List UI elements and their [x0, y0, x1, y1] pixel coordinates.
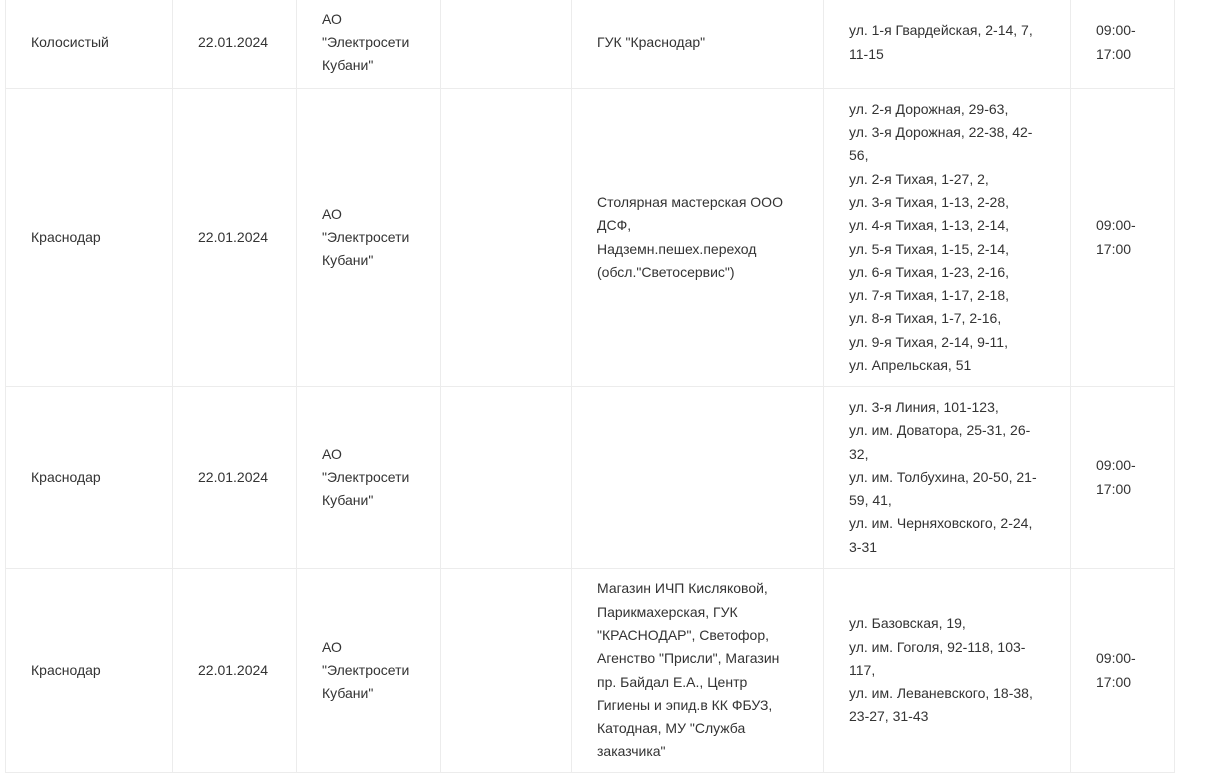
cell-consumers	[572, 0, 824, 89]
cell-streets-line: 117,	[849, 661, 876, 678]
cell-network-operator-line: АО	[322, 205, 342, 222]
cell-network-operator	[297, 387, 441, 569]
cell-network-operator-line: Кубани"	[322, 685, 374, 702]
cell-network-operator	[297, 569, 441, 773]
cell-time-line: 17:00	[1096, 673, 1132, 690]
cell-streets-line: ул. им. Доватора, 25-31, 26-	[849, 422, 1031, 439]
cell-date: 22.01.2024	[173, 0, 297, 89]
table-row	[6, 0, 1175, 89]
cell-streets-line: ул. 3-я Тихая, 1-13, 2-28,	[849, 193, 1010, 210]
cell-time-line: 09:00-	[1096, 650, 1136, 667]
cell-date: 22.01.2024	[173, 387, 297, 569]
table-row	[6, 387, 1175, 569]
cell-network-operator	[297, 0, 441, 89]
cell-network-operator-line: Кубани"	[322, 252, 374, 269]
cell-streets-line: 11-15	[849, 45, 884, 62]
cell-consumers-line: заказчика"	[597, 743, 666, 760]
cell-streets-line: ул. им. Гоголя, 92-118, 103-	[849, 638, 1026, 655]
cell-consumers	[572, 89, 824, 387]
cell-consumers-line: ГУК "Краснодар"	[597, 33, 706, 50]
cell-date: 22.01.2024	[173, 569, 297, 773]
cell-streets-line: ул. 7-я Тихая, 1-17, 2-18,	[849, 287, 1010, 304]
cell-streets-line: ул. 8-я Тихая, 1-7, 2-16,	[849, 310, 1002, 327]
cell-streets	[824, 387, 1071, 569]
cell-streets-line: ул. Апрельская, 51	[849, 356, 972, 373]
cell-streets-line: 3-31	[849, 538, 878, 555]
cell-consumers-line: Катодная, МУ "Служба	[597, 720, 746, 737]
cell-time	[1071, 569, 1175, 773]
cell-network-operator-line: "Электросети	[322, 661, 410, 678]
cell-streets-line: ул. 6-я Тихая, 1-23, 2-16,	[849, 263, 1010, 280]
cell-time-line: 09:00-	[1096, 217, 1136, 234]
cell-streets	[824, 0, 1071, 89]
cell-streets-line: ул. 4-я Тихая, 1-13, 2-14,	[849, 217, 1010, 234]
cell-time-line: 09:00-	[1096, 457, 1136, 474]
cell-consumers-line: ДСФ,	[597, 217, 632, 234]
cell-consumers-line: Магазин ИЧП Кисляковой,	[597, 580, 768, 597]
cell-streets-line: ул. 5-я Тихая, 1-15, 2-14,	[849, 240, 1010, 257]
cell-streets-line: ул. Базовская, 19,	[849, 615, 966, 632]
cell-consumers	[572, 387, 824, 569]
cell-network-operator-line: "Электросети	[322, 33, 410, 50]
cell-locality: Краснодар	[6, 387, 173, 569]
cell-consumers-line: Надземн.пешех.переход	[597, 240, 757, 257]
cell-locality: Краснодар	[6, 89, 173, 387]
cell-consumers-line: пр. Байдал Е.А., Центр	[597, 673, 748, 690]
cell-streets-line: ул. 2-я Тихая, 1-27, 2,	[849, 170, 989, 187]
cell-streets-line: ул. 9-я Тихая, 2-14, 9-11,	[849, 333, 1008, 350]
cell-time	[1071, 89, 1175, 387]
cell-network-operator-line: "Электросети	[322, 228, 410, 245]
cell-consumers-line: "КРАСНОДАР", Светофор,	[597, 626, 769, 643]
cell-streets-line: ул. 3-я Линия, 101-123,	[849, 398, 999, 415]
cell-network-operator-line: АО	[322, 638, 342, 655]
cell-streets	[824, 89, 1071, 387]
cell-streets-line: ул. им. Толбухина, 20-50, 21-	[849, 468, 1037, 485]
cell-streets	[824, 569, 1071, 773]
cell-network-operator-line: АО	[322, 10, 342, 27]
cell-network-operator-line: АО	[322, 445, 342, 462]
outages-table	[5, 0, 1175, 773]
cell-streets-line: 59, 41,	[849, 492, 892, 509]
cell-time-line: 17:00	[1096, 45, 1132, 62]
cell-network-operator-line: "Электросети	[322, 468, 410, 485]
table-row	[6, 89, 1175, 387]
cell-locality: Краснодар	[6, 569, 173, 773]
cell-streets-line: 23-27, 31-43	[849, 708, 929, 725]
cell-network-operator-line: Кубани"	[322, 57, 374, 74]
cell-streets-line: ул. 3-я Дорожная, 22-38, 42-	[849, 124, 1033, 141]
cell-consumers-line: Столярная мастерская ООО	[597, 193, 783, 210]
cell-extra	[441, 569, 572, 773]
cell-streets-line: ул. им. Черняховского, 2-24,	[849, 515, 1033, 532]
cell-time	[1071, 0, 1175, 89]
cell-consumers-line: Агенство "Присли", Магазин	[597, 650, 780, 667]
cell-streets-line: ул. 1-я Гвардейская, 2-14, 7,	[849, 22, 1033, 39]
cell-network-operator-line: Кубани"	[322, 492, 374, 509]
cell-time-line: 17:00	[1096, 240, 1132, 257]
cell-streets-line: 32,	[849, 445, 869, 462]
cell-extra	[441, 387, 572, 569]
cell-extra	[441, 89, 572, 387]
cell-consumers-line: Гигиены и эпид.в КК ФБУЗ,	[597, 696, 773, 713]
cell-streets-line: ул. им. Леваневского, 18-38,	[849, 685, 1033, 702]
cell-time-line: 17:00	[1096, 480, 1132, 497]
table-row	[6, 569, 1175, 773]
cell-network-operator	[297, 89, 441, 387]
cell-extra	[441, 0, 572, 89]
cell-date: 22.01.2024	[173, 89, 297, 387]
cell-time-line: 09:00-	[1096, 22, 1136, 39]
cell-time	[1071, 387, 1175, 569]
cell-consumers-line: (обсл."Светосервис")	[597, 263, 735, 280]
cell-streets-line: ул. 2-я Дорожная, 29-63,	[849, 100, 1009, 117]
cell-locality: Колосистый	[6, 0, 173, 89]
cell-consumers	[572, 569, 824, 773]
cell-consumers-line: Парикмахерская, ГУК	[597, 603, 738, 620]
cell-streets-line: 56,	[849, 147, 869, 164]
